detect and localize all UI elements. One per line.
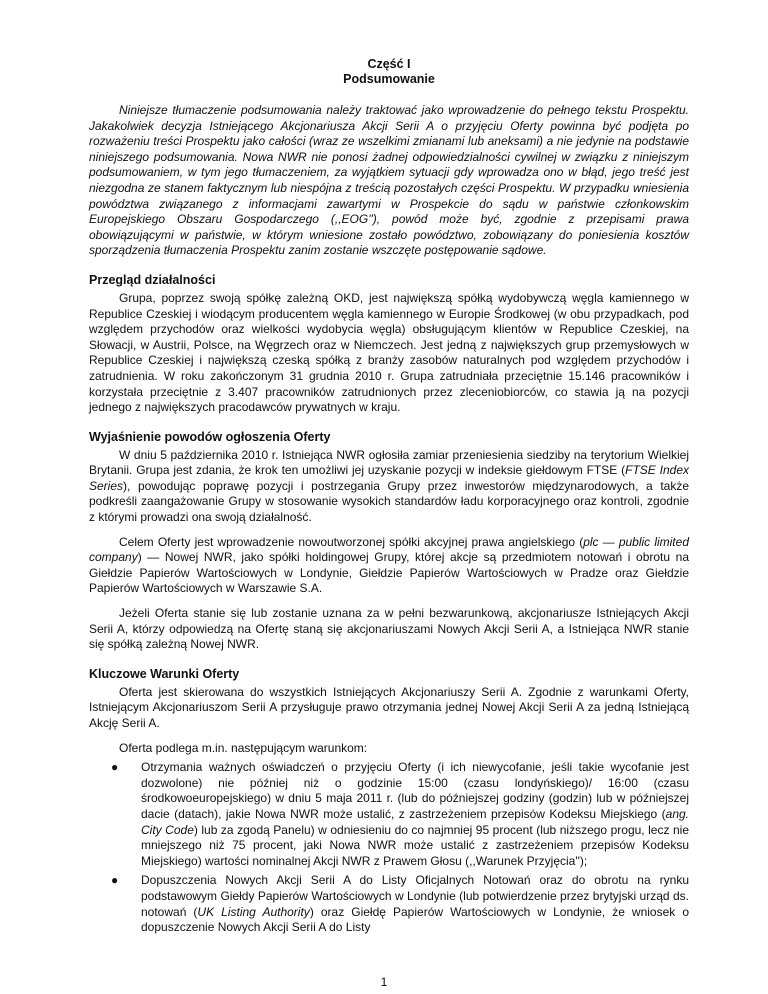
paragraph: Grupa, poprzez swoją spółkę zależną OKD, jest największą spółką wydobywczą węgla kamiennego w Republice Czeskiej i wiodącym producentem węgla kamiennego w Europie Środkowej (w obu przypadkach, pod względem przychodów oraz wielkości wydobycia węgla) obsługującym klientów w Republice Czeskiej, na Słowacji, w Austrii, Polsce, na Węgrzech oraz w Niemczech. Jest jedną z największych grup przemysłowych w Republice Czeskiej i największą czeską spółką z branży zasobów naturalnych pod względem przychodów i zatrudnienia. W roku zakończonym 31 grudnia 2010 r. Grupa zatrudniała przeciętnie 15.146 pracowników i korzystała przeciętnie z 3.407 pracowników zatrudnionych przez zleceniobiorców, co stawia ją na pozycji jednego z największych pracodawców prywatnych w kraju. bbox=[89, 290, 689, 415]
page-number: 1 bbox=[380, 975, 388, 989]
part-label: Część I bbox=[367, 57, 411, 71]
paragraph: Jeżeli Oferta stanie się lub zostanie uznana za w pełni bezwarunkową, akcjonariusze Istniejących Akcji Serii A, którzy odpowiedzą na Ofertę staną się akcjonariuszami Nowych Akcji Serii A, a Istniejąca NWR stanie się spółką zależną Nowej NWR. bbox=[89, 606, 689, 652]
paragraph: Oferta podlega m.in. następującym warunkom: bbox=[119, 740, 368, 755]
list-item bbox=[89, 760, 689, 869]
page-title: Podsumowanie bbox=[343, 72, 435, 86]
bullet-icon: ● bbox=[111, 873, 119, 888]
paragraph: W dniu 5 października 2010 r. Istniejąca NWR ogłosiła zamiar przeniesienia siedziby na terytorium Wielkiej Brytanii. Grupa jest zdania, że krok ten umożliwi jej uzyskanie pozycji w indeksie giełdowym FTSE (FTSE Index Series), powodując poprawę pozycji i postrzegania Grupy przez inwestorów międzynarodowych, a także podkreśli zaangażowanie Grupy w stosowanie wysokich standardów ładu korporacyjnego oraz kontroli, zgodnie z którymi prowadzi ona swoją działalność. bbox=[89, 447, 689, 525]
list-item-text: Otrzymania ważnych oświadczeń o przyjęciu Oferty (i ich niewycofanie, jeśli takie wycofanie jest dozwolone) nie później niż o godzinie 15:00 (czasu londyńskiego)/ 16:00 (czasu środkowoeuropejskiego) w dniu 5 maja 2011 r. (lub do późniejszej godziny (godzin) lub w późniejszej dacie (datach), jakie Nowa NWR może ustalić, z zastrzeżeniem przepisów Kodeksu Miejskiego (ang. City Code) lub za zgodą Panelu) w odniesieniu do co najmniej 95 procent (lub niższego progu, lecz nie mniejszego niż 75 procent, jaki Nowa NWR może ustalić z zastrzeżeniem przepisów Kodeksu Miejskiego) wartości nominalnej Akcji NWR z Prawem Głosu (,,Warunek Przyjęcia''); bbox=[141, 760, 689, 868]
section-heading-offer-reasons: Wyjaśnienie powodów ogłoszenia Oferty bbox=[89, 429, 331, 444]
bullet-icon: ● bbox=[111, 760, 119, 775]
section-heading-key-terms: Kluczowe Warunki Oferty bbox=[89, 666, 240, 681]
section-heading-business-overview: Przegląd działalności bbox=[89, 272, 216, 287]
list-item bbox=[89, 873, 689, 935]
intro-paragraph: Niniejsze tłumaczenie podsumowania należy traktować jako wprowadzenie do pełnego tekstu Prospektu. Jakakolwiek decyzja Istniejącego Akcjonariusza Akcji Serii A o przyjęciu Oferty powinna być podjęta po rozważeniu treści Prospektu jako całości (wraz ze wszelkimi zmianami lub aneksami) a nie jedynie na podstawie niniejszego podsumowania. Nowa NWR nie ponosi żadnej odpowiedzialności cywilnej w związku z niniejszym podsumowaniem, w tym jego tłumaczeniem, za wyjątkiem sytuacji gdy wprowadza ono w błąd, jego treść jest niezgodna ze stanem faktycznym lub niespójna z treścią pozostałych części Prospektu. W przypadku wniesienia powództwa związanego z informacjami zawartymi w Prospekcie do sądu w państwie członkowskim Europejskiego Obszaru Gospodarczego (,,EOG''), powód może być, zgodnie z przepisami prawa obowiązującymi w państwie, w którym wniesione zostało powództwo, zobowiązany do poniesienia kosztów sporządzenia tłumaczenia Prospektu zanim zostanie wszczęte postępowanie sądowe. bbox=[89, 103, 689, 258]
paragraph: Oferta jest skierowana do wszystkich Istniejących Akcjonariuszy Serii A. Zgodnie z warunkami Oferty, Istniejącym Akcjonariuszom Serii A przysługuje prawo otrzymania jednej Nowej Akcji Serii A za jedną Istniejącą Akcję Serii A. bbox=[89, 684, 689, 730]
document-page bbox=[89, 57, 689, 936]
list-item-text: Dopuszczenia Nowych Akcji Serii A do Listy Oficjalnych Notowań oraz do obrotu na rynku podstawowym Giełdy Papierów Wartościowych w Londynie (lub potwierdzenie przez brytyjski urząd ds. notowań (UK Listing Authority) oraz Giełdę Papierów Wartościowych w Londynie, że wniosek o dopuszczenie Nowych Akcji Serii A do Listy bbox=[141, 873, 690, 935]
paragraph: Celem Oferty jest wprowadzenie nowoutworzonej spółki akcyjnej prawa angielskiego (plc — public limited company) — Nowej NWR, jako spółki holdingowej Grupy, której akcje są przedmiotem notowań i obrotu na Giełdzie Papierów Wartościowych w Londynie, Giełdzie Papierów Wartościowych w Pradze oraz Giełdzie Papierów Wartościowych w Warszawie S.A. bbox=[89, 534, 689, 596]
